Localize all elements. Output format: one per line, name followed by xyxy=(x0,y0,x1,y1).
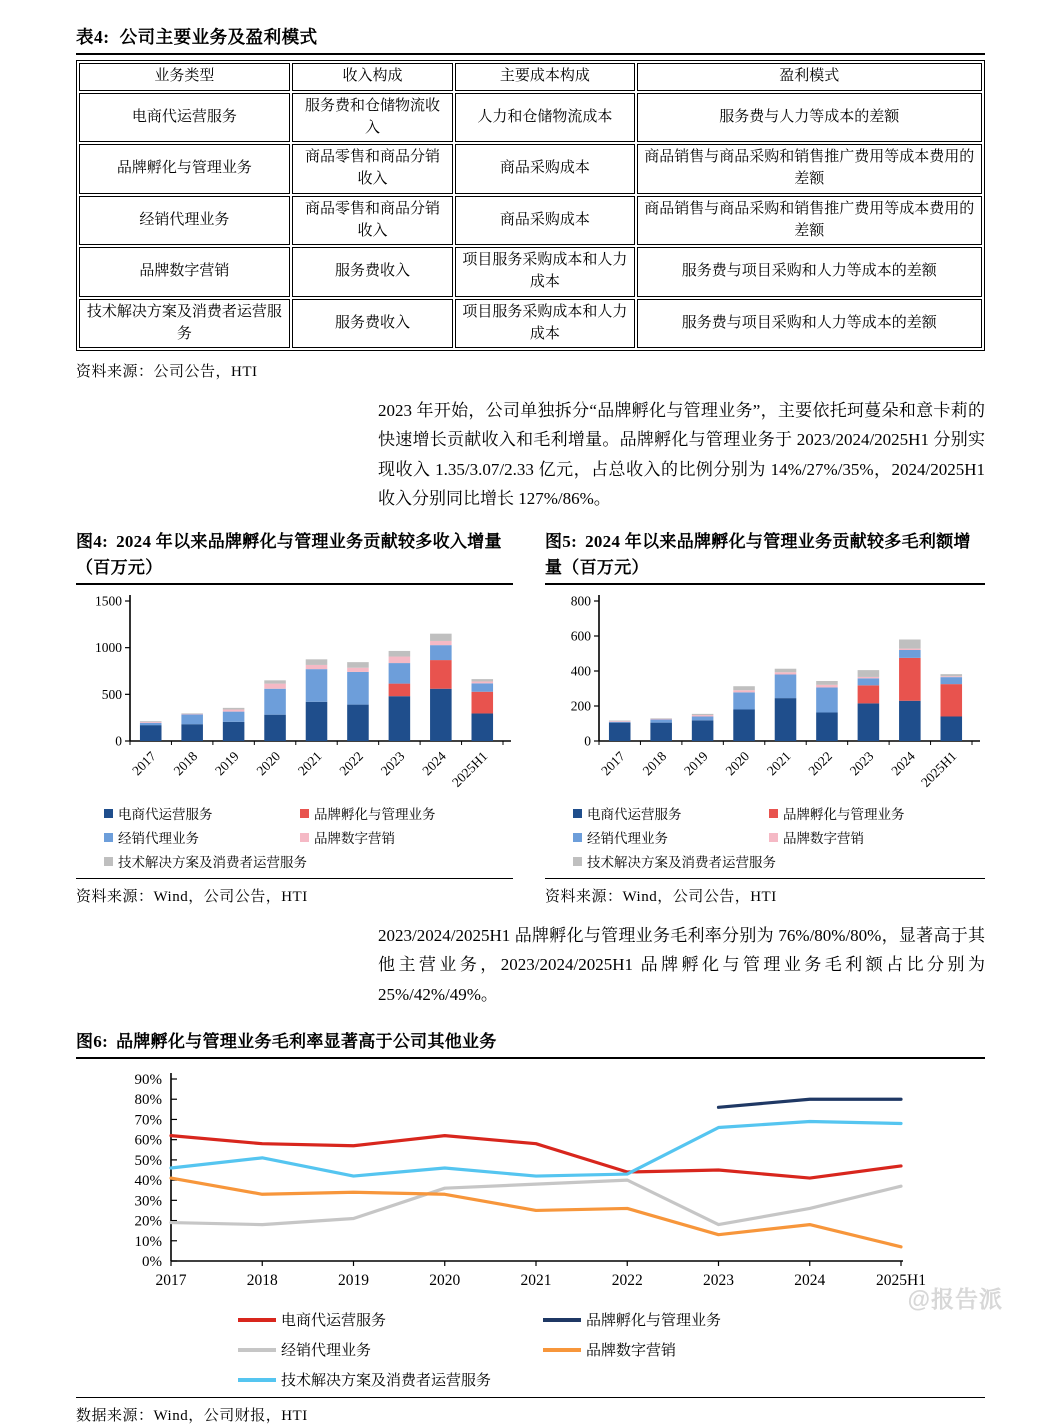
figure4-title xyxy=(76,529,513,585)
figure4-title-text: 2024 年以来品牌孵化与管理业务贡献较多收入增量（百万元） xyxy=(76,532,502,577)
legend-label: 电商代运营服务 xyxy=(281,1313,387,1330)
figure5-label: 图5: xyxy=(545,532,578,552)
bar-segment xyxy=(858,677,880,678)
x-tick-label: 2025H1 xyxy=(876,1272,926,1290)
bar-segment xyxy=(264,681,286,684)
line-series xyxy=(171,1136,901,1178)
bar-segment xyxy=(347,662,369,668)
figure4 xyxy=(76,529,513,906)
legend-item xyxy=(769,827,985,847)
table-row xyxy=(79,144,982,194)
x-tick-label: 2017 xyxy=(155,1272,187,1290)
legend-item xyxy=(573,851,776,871)
legend-marker xyxy=(238,1378,276,1382)
paragraph-revenue: 2023 年开始，公司单独拆分“品牌孵化与管理业务”，主要依托珂蔓朵和意卡莉的快速增长贡献收入和毛利增量。品牌孵化与管理业务于 2023/2024/2025H1 分别实现收入 1.35/3.07/2.33 亿元，占总收入的比例分别为 14%/27%/35%，2024/2025H1 收入分别同比增长 127%/86%。 xyxy=(378,401,985,508)
bar-segment xyxy=(899,649,921,650)
y-tick-label: 0 xyxy=(584,733,591,749)
bar-segment xyxy=(389,651,411,657)
bar-segment xyxy=(389,657,411,664)
table-cell: 业务类型 xyxy=(79,63,290,91)
table-cell: 商品采购成本 xyxy=(455,196,634,246)
figure4-legend xyxy=(76,803,513,871)
y-tick-label: 1000 xyxy=(95,640,122,656)
bar-segment xyxy=(140,723,162,725)
bar-segment xyxy=(430,689,452,741)
legend-label: 品牌孵化与管理业务 xyxy=(314,807,436,823)
legend-item xyxy=(104,851,307,871)
bar-segment xyxy=(140,722,162,723)
bar-segment xyxy=(816,685,838,688)
table-cell: 收入构成 xyxy=(292,63,453,91)
table-cell: 商品零售和商品分销收入 xyxy=(292,196,453,246)
bar-segment xyxy=(306,665,328,669)
bar-segment xyxy=(347,705,369,741)
table-cell: 服务费与项目采购和人力等成本的差额 xyxy=(637,247,982,297)
table4-label: 表4: xyxy=(76,27,110,47)
bar-segment xyxy=(650,718,672,719)
business-table xyxy=(76,60,985,351)
legend-label: 技术解决方案及消费者运营服务 xyxy=(281,1373,492,1390)
legend-item xyxy=(573,803,769,823)
bar-segment xyxy=(941,677,963,684)
table-cell: 服务费和仓储物流收入 xyxy=(292,93,453,143)
bar-segment xyxy=(733,710,755,742)
bar-segment xyxy=(941,717,963,742)
figure6-source: 数据来源：Wind，公司财报，HTI xyxy=(76,1397,985,1425)
legend-marker xyxy=(573,809,582,818)
bar-segment xyxy=(775,672,797,674)
legend-item xyxy=(300,827,513,847)
legend-label: 品牌孵化与管理业务 xyxy=(586,1313,722,1330)
y-tick-label: 30% xyxy=(134,1193,162,1210)
legend-item xyxy=(543,1339,823,1360)
y-tick-label: 0% xyxy=(142,1254,162,1271)
legend-marker xyxy=(238,1348,276,1352)
paragraph-margin: 2023/2024/2025H1 品牌孵化与管理业务毛利率分别为 76%/80%/80%，显著高于其他主营业务，2023/2024/2025H1 品牌孵化与管理业务毛利额占比分别为 25%/42%/49%。 xyxy=(378,926,985,1004)
x-tick-label: 2023 xyxy=(377,748,408,779)
bar-segment xyxy=(941,674,963,676)
x-tick-label: 2022 xyxy=(611,1272,643,1290)
x-tick-label: 2024 xyxy=(794,1272,826,1290)
bar-segment xyxy=(181,724,203,741)
legend-item xyxy=(300,803,513,823)
legend-label: 技术解决方案及消费者运营服务 xyxy=(587,855,776,871)
table-row xyxy=(79,247,982,297)
x-tick-label: 2023 xyxy=(703,1272,734,1290)
bar-segment xyxy=(941,684,963,716)
bar-segment xyxy=(775,698,797,741)
bar-segment xyxy=(223,712,245,722)
legend-label: 品牌数字营销 xyxy=(314,831,395,847)
bar-segment xyxy=(858,679,880,686)
bar-segment xyxy=(816,713,838,742)
y-tick-label: 200 xyxy=(570,698,591,714)
bar-segment xyxy=(899,650,921,658)
x-tick-label: 2020 xyxy=(253,748,284,779)
bar-segment xyxy=(650,720,672,723)
legend-item xyxy=(769,803,985,823)
x-tick-label: 2020 xyxy=(429,1272,461,1290)
bar-segment xyxy=(264,684,286,689)
bar-segment xyxy=(858,686,880,704)
x-tick-label: 2019 xyxy=(681,748,711,779)
x-tick-label: 2022 xyxy=(805,748,836,779)
table-cell: 盈利模式 xyxy=(637,63,982,91)
x-tick-label: 2018 xyxy=(170,748,201,779)
table-cell: 技术解决方案及消费者运营服务 xyxy=(79,299,290,349)
bar-segment xyxy=(733,690,755,692)
legend-label: 电商代运营服务 xyxy=(587,807,682,823)
bar-segment xyxy=(472,679,494,681)
x-tick-label: 2019 xyxy=(212,748,242,779)
table-row xyxy=(79,93,982,143)
figure6-line-chart xyxy=(76,1065,985,1305)
legend-marker xyxy=(543,1348,581,1352)
legend-marker xyxy=(300,833,309,842)
bar-segment xyxy=(181,715,203,725)
bar-segment xyxy=(264,715,286,741)
figure5-bar-chart xyxy=(545,591,982,803)
bar-segment xyxy=(347,668,369,672)
bar-segment xyxy=(472,714,494,742)
table-row xyxy=(79,63,982,91)
figure5-legend xyxy=(545,803,985,871)
legend-label: 电商代运营服务 xyxy=(118,807,213,823)
bar-segment xyxy=(899,658,921,701)
bar-segment xyxy=(389,663,411,684)
y-tick-label: 0 xyxy=(115,733,122,749)
x-tick-label: 2022 xyxy=(336,748,367,779)
y-tick-label: 800 xyxy=(570,593,591,609)
y-tick-label: 600 xyxy=(570,628,591,644)
table-row xyxy=(79,196,982,246)
x-tick-label: 2020 xyxy=(722,748,753,779)
legend-marker xyxy=(104,833,113,842)
table-cell: 品牌数字营销 xyxy=(79,247,290,297)
y-tick-label: 90% xyxy=(134,1072,162,1089)
x-tick-label: 2021 xyxy=(294,748,325,779)
table-cell: 商品销售与商品采购和销售推广费用等成本费用的差额 xyxy=(637,196,982,246)
table-cell: 项目服务采购成本和人力成本 xyxy=(455,299,634,349)
y-tick-label: 40% xyxy=(134,1173,162,1190)
table-row xyxy=(79,299,982,349)
bar-segment xyxy=(306,702,328,741)
table-cell: 商品采购成本 xyxy=(455,144,634,194)
y-tick-label: 500 xyxy=(101,687,122,703)
legend-item xyxy=(573,827,769,847)
bar-segment xyxy=(733,693,755,710)
legend-marker xyxy=(573,833,582,842)
x-tick-label: 2018 xyxy=(639,748,670,779)
legend-item xyxy=(238,1339,543,1360)
figure4-bar-chart xyxy=(76,591,513,803)
figure4-label: 图4: xyxy=(76,532,109,552)
bar-segment xyxy=(609,721,631,722)
y-tick-label: 60% xyxy=(134,1133,162,1150)
x-tick-label: 2021 xyxy=(520,1272,552,1290)
y-tick-label: 20% xyxy=(134,1213,162,1230)
bar-segment xyxy=(430,634,452,641)
bar-segment xyxy=(140,725,162,741)
x-tick-label: 2017 xyxy=(129,748,159,779)
bar-segment xyxy=(430,660,452,689)
y-tick-label: 10% xyxy=(134,1234,162,1251)
table4-source: 资料来源：公司公告，HTI xyxy=(76,364,258,381)
legend-marker xyxy=(769,833,778,842)
x-tick-label: 2025H1 xyxy=(918,748,960,791)
x-tick-label: 2018 xyxy=(246,1272,278,1290)
figure5-title xyxy=(545,529,985,585)
table-cell: 品牌孵化与管理业务 xyxy=(79,144,290,194)
table-cell: 商品销售与商品采购和销售推广费用等成本费用的差额 xyxy=(637,144,982,194)
figure5-source: 资料来源：Wind，公司公告，HTI xyxy=(545,878,985,906)
bar-segment xyxy=(347,672,369,705)
bar-segment xyxy=(692,721,714,742)
bar-segment xyxy=(609,721,631,722)
table-cell: 人力和仓储物流成本 xyxy=(455,93,634,143)
figure6-legend xyxy=(238,1309,823,1390)
legend-label: 品牌数字营销 xyxy=(586,1343,677,1360)
figure6 xyxy=(76,1029,985,1425)
bar-segment xyxy=(181,714,203,715)
table-cell: 服务费与人力等成本的差额 xyxy=(637,93,982,143)
y-tick-label: 400 xyxy=(570,663,591,679)
bar-segment xyxy=(472,684,494,692)
bar-segment xyxy=(733,686,755,690)
table4-title-text: 公司主要业务及盈利模式 xyxy=(119,27,318,47)
x-tick-label: 2021 xyxy=(763,748,794,779)
x-tick-label: 2019 xyxy=(338,1272,369,1290)
figure4-source: 资料来源：Wind，公司公告，HTI xyxy=(76,878,513,906)
y-tick-label: 1500 xyxy=(95,593,122,609)
bar-segment xyxy=(223,722,245,741)
bar-segment xyxy=(816,681,838,685)
y-tick-label: 70% xyxy=(134,1112,162,1129)
legend-item xyxy=(238,1369,543,1390)
x-tick-label: 2023 xyxy=(846,748,877,779)
legend-label: 品牌孵化与管理业务 xyxy=(783,807,905,823)
table-cell: 服务费与项目采购和人力等成本的差额 xyxy=(637,299,982,349)
figure6-title xyxy=(76,1029,985,1060)
bar-segment xyxy=(858,670,880,677)
bar-segment xyxy=(775,669,797,673)
bar-segment xyxy=(609,722,631,723)
bar-segment xyxy=(140,721,162,722)
bar-segment xyxy=(941,676,963,677)
bar-segment xyxy=(609,723,631,741)
bar-segment xyxy=(223,708,245,710)
legend-item xyxy=(104,803,300,823)
watermark: @报告派 xyxy=(907,1286,1003,1312)
table-cell: 商品零售和商品分销收入 xyxy=(292,144,453,194)
legend-marker xyxy=(300,809,309,818)
x-tick-label: 2017 xyxy=(598,748,628,779)
table-cell: 经销代理业务 xyxy=(79,196,290,246)
figures-row xyxy=(76,529,985,906)
bar-segment xyxy=(816,688,838,713)
bar-segment xyxy=(389,696,411,741)
table4-title xyxy=(76,24,985,55)
y-tick-label: 80% xyxy=(134,1092,162,1109)
bar-segment xyxy=(650,719,672,720)
bar-segment xyxy=(223,710,245,712)
x-tick-label: 2024 xyxy=(419,748,449,779)
bar-segment xyxy=(472,692,494,714)
figure6-label: 图6: xyxy=(76,1031,109,1051)
legend-marker xyxy=(769,809,778,818)
bar-segment xyxy=(389,684,411,697)
bar-segment xyxy=(899,701,921,741)
table-cell: 服务费收入 xyxy=(292,299,453,349)
bar-segment xyxy=(692,717,714,721)
table-cell: 项目服务采购成本和人力成本 xyxy=(455,247,634,297)
line-series xyxy=(719,1100,902,1108)
bar-segment xyxy=(899,640,921,649)
bar-segment xyxy=(430,645,452,660)
table-cell: 服务费收入 xyxy=(292,247,453,297)
business-table-body xyxy=(79,63,982,348)
legend-label: 经销代理业务 xyxy=(587,831,668,847)
bar-segment xyxy=(692,714,714,715)
x-tick-label: 2024 xyxy=(888,748,918,779)
table-cell: 主要成本构成 xyxy=(455,63,634,91)
legend-marker xyxy=(104,809,113,818)
bar-segment xyxy=(264,689,286,715)
legend-label: 技术解决方案及消费者运营服务 xyxy=(118,855,307,871)
legend-label: 经销代理业务 xyxy=(118,831,199,847)
legend-marker xyxy=(573,857,582,866)
bar-segment xyxy=(306,669,328,702)
bar-segment xyxy=(650,723,672,741)
bar-segment xyxy=(692,715,714,716)
line-series xyxy=(171,1181,901,1225)
bar-segment xyxy=(306,660,328,666)
line-series xyxy=(171,1122,901,1177)
bar-segment xyxy=(858,704,880,742)
legend-label: 品牌数字营销 xyxy=(783,831,864,847)
legend-item xyxy=(104,827,300,847)
figure6-title-text: 品牌孵化与管理业务毛利率显著高于公司其他业务 xyxy=(116,1031,497,1051)
y-tick-label: 50% xyxy=(134,1153,162,1170)
figure5 xyxy=(545,529,985,906)
table-cell: 电商代运营服务 xyxy=(79,93,290,143)
bar-segment xyxy=(430,641,452,645)
bar-segment xyxy=(472,682,494,684)
figure5-title-text: 2024 年以来品牌孵化与管理业务贡献较多毛利额增量（百万元） xyxy=(545,532,971,577)
legend-marker xyxy=(104,857,113,866)
bar-segment xyxy=(775,675,797,699)
bar-segment xyxy=(181,713,203,714)
legend-label: 经销代理业务 xyxy=(281,1343,372,1360)
x-tick-label: 2025H1 xyxy=(449,748,491,791)
